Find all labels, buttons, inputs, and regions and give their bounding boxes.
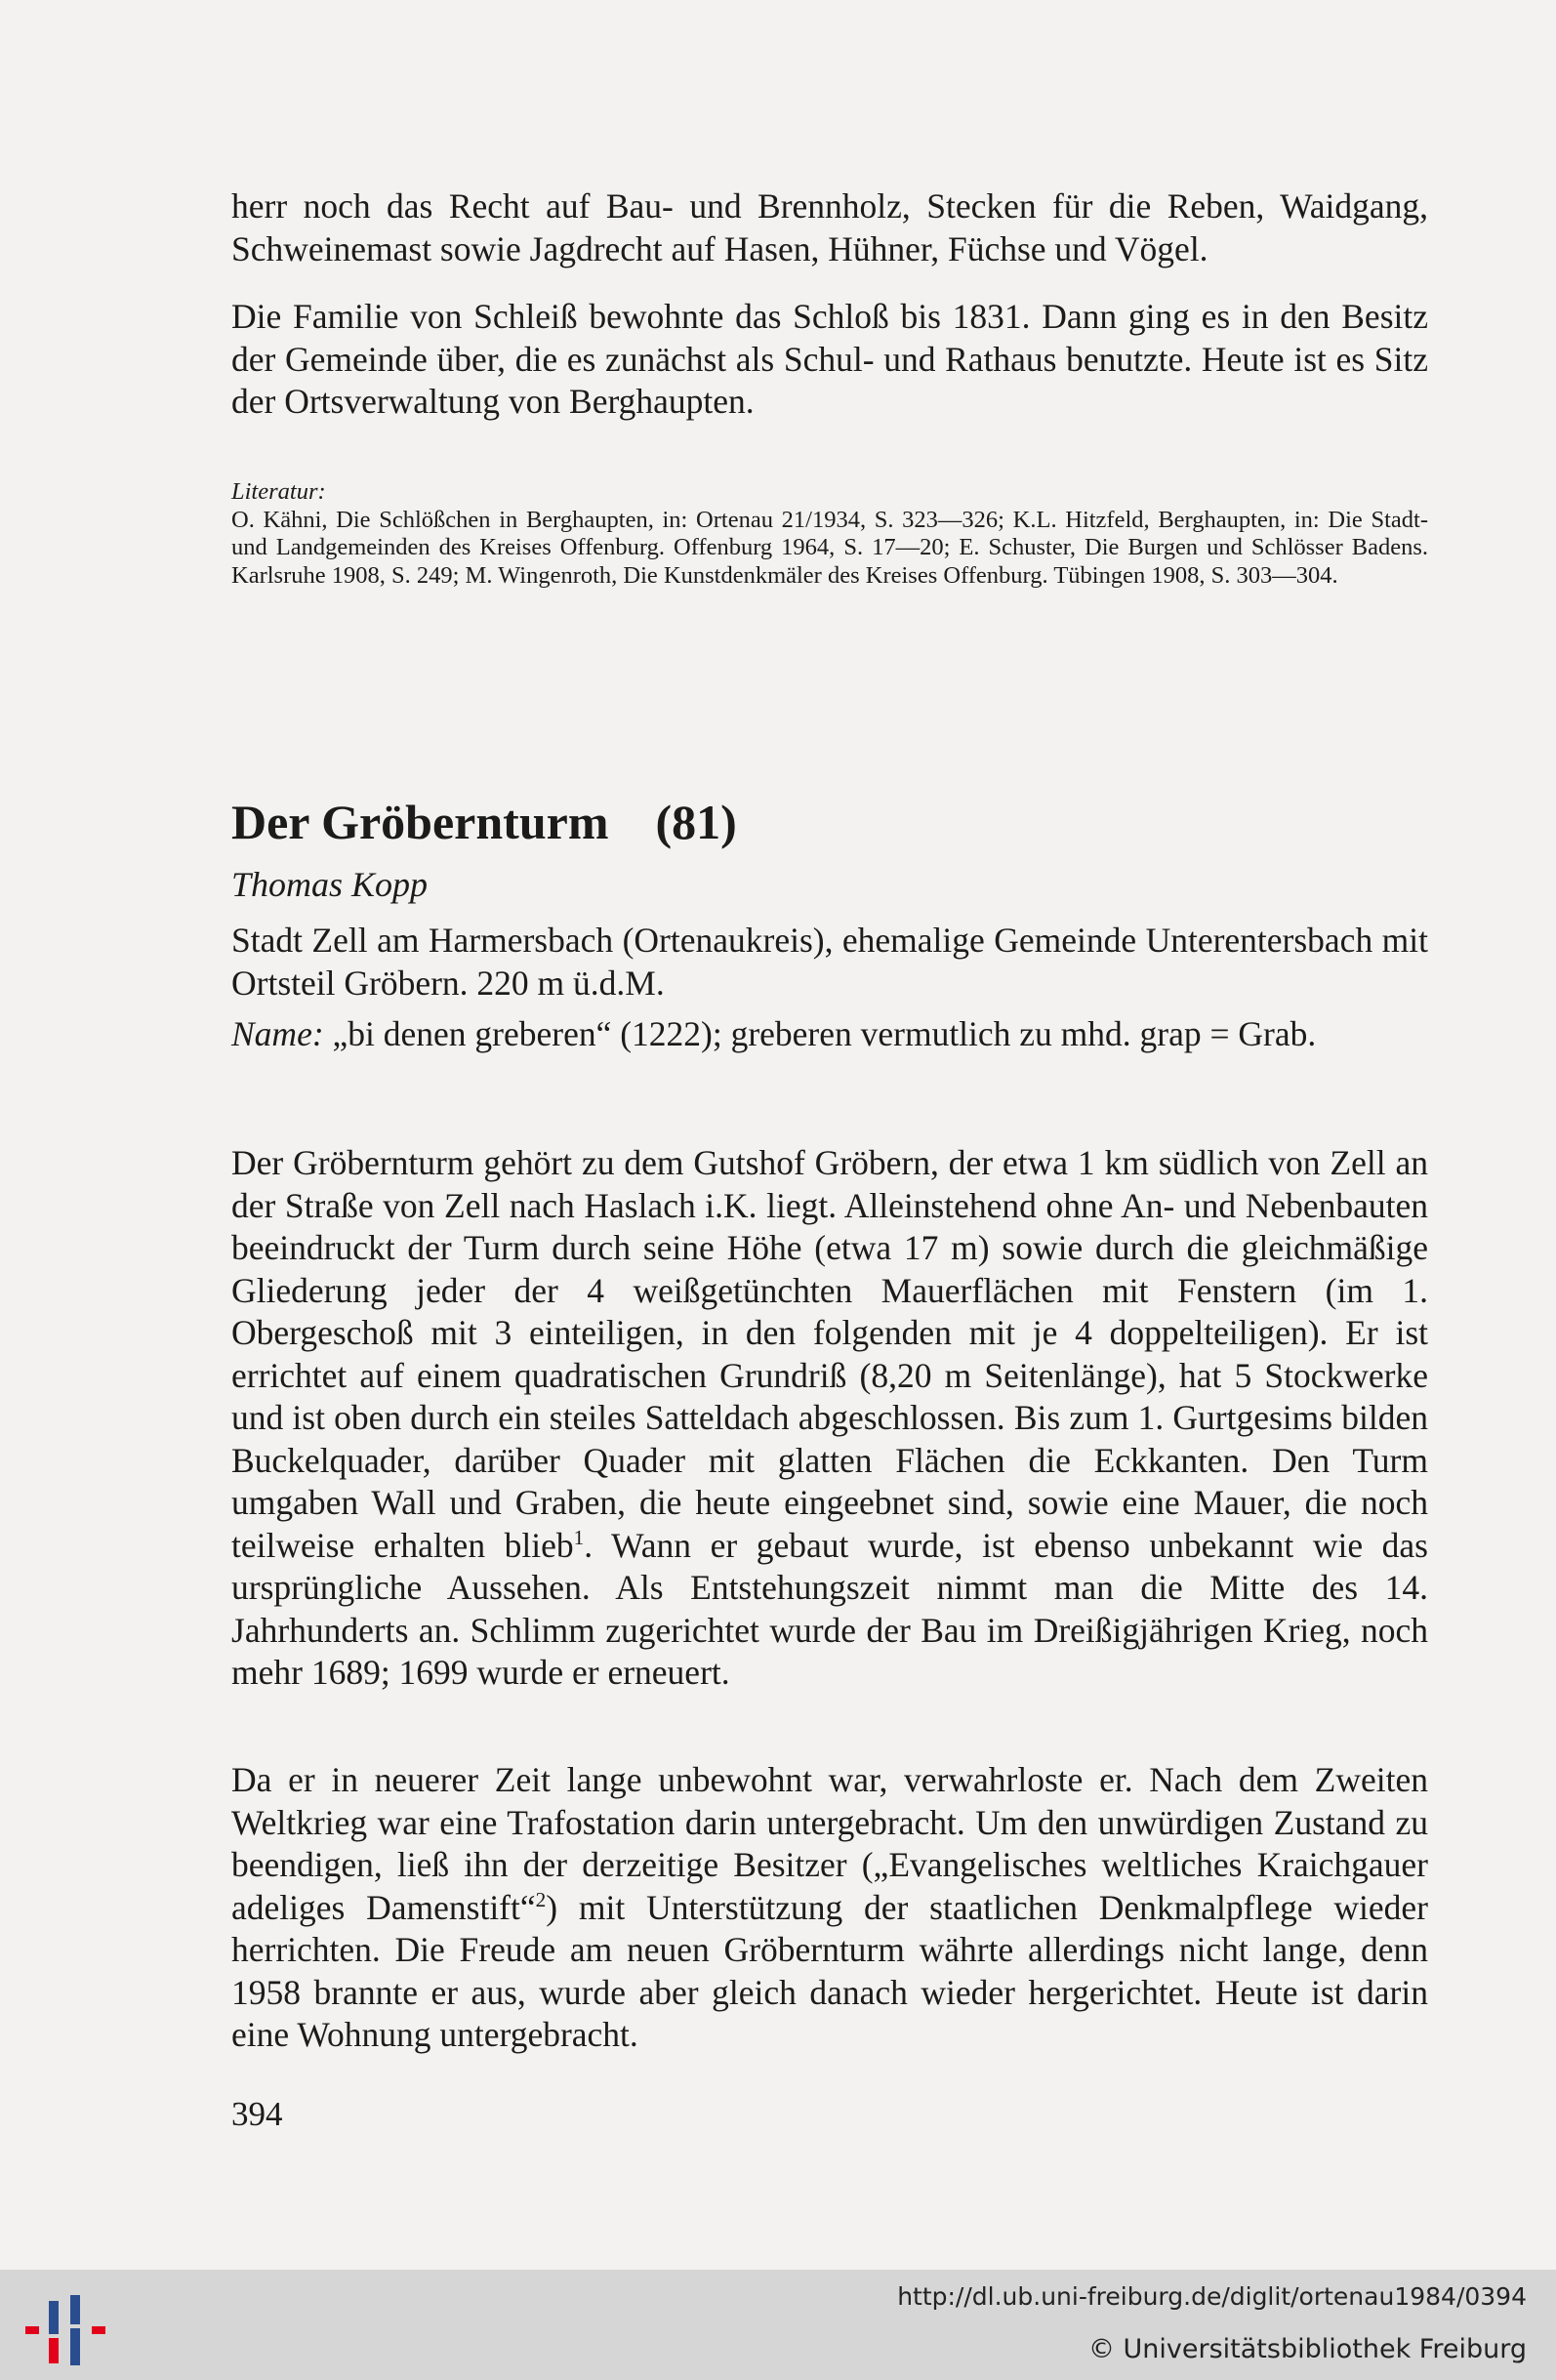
- location-paragraph: Stadt Zell am Harmersbach (Ortenaukreis), ehemalige Gemeinde Unterentersbach mit Ortsteil Gröbern. 220 m ü.d.M.: [231, 921, 1428, 1003]
- main-paragraph-2: [231, 1759, 1428, 2057]
- literature-text: O. Kähni, Die Schlößchen in Berghaupten, in: Ortenau 21/1934, S. 323—326; K.L. Hitzfeld, Berghaupten, in: Die Stadt- und Landgemeinden des Kreises Offenburg. Offenburg 1964, S. 17—20; E. Schuster, Die Burgen und Schlösser Badens. Karlsruhe 1908, S. 249; M. Wingenroth, Die Kunstdenkmäler des Kreises Offenburg. Tübingen 1908, S. 303—304.: [231, 506, 1428, 589]
- author: Thomas Kopp: [231, 865, 429, 904]
- main-paragraph-1: [231, 1142, 1428, 1695]
- literature-heading: Literatur:: [231, 478, 326, 505]
- literature-block: [231, 478, 1428, 590]
- footnote-ref-2: 2: [535, 1887, 547, 1911]
- section-title: [231, 793, 1428, 851]
- main-text-1a: Der Gröbernturm gehört zu dem Gutshof Gröbern, der etwa 1 km südlich von Zell an der Straße von Zell nach Haslach i.K. liegt. Alleinstehend ohne An- und Nebenbauten beeindruckt der Turm durch seine Höhe (etwa 17 m) sowie durch die gleichmäßige Gliederung jeder der 4 weißgetünchten Mauerflächen mit Fenstern (im 1. Obergeschoß mit 3 einteiligen, in den folgenden mit je 4 doppelteiligen). Er ist errichtet auf einem quadratischen Grundriß (8,20 m Seitenlänge), hat 5 Stockwerke und ist oben durch ein steiles Satteldach abgeschlossen. Bis zum 1. Gurtgesims bilden Buckelquader, darüber Quader mit glatten Flächen die Eckkanten. Den Turm umgaben Wall und Graben, die heute eingeebnet sind, sowie eine Mauer, die noch teilweise erhalten blieb: [231, 1143, 1428, 1565]
- main-text-2a: Da er in neuerer Zeit lange unbewohnt war, verwahrloste er. Nach dem Zweiten Weltkrieg war eine Trafostation darin untergebracht. Um den unwürdigen Zustand zu beendigen, ließ ihn der derzeitige Besitzer („Evangelisches weltliches Kraichgauer adeliges Damenstift“: [231, 1760, 1428, 1927]
- footer-bar: [0, 2270, 1556, 2380]
- paragraph-continued: herr noch das Recht auf Bau- und Brennholz, Stecken für die Reben, Waidgang, Schweinemast sowie Jagdrecht auf Hasen, Hühner, Füchse und Vögel.: [231, 186, 1428, 268]
- name-text: „bi denen greberen“ (1222); greberen vermutlich zu mhd. grap = Grab.: [323, 1014, 1317, 1053]
- ub-freiburg-logo-icon[interactable]: [21, 2291, 109, 2369]
- source-url-link[interactable]: http://dl.ub.uni-freiburg.de/diglit/ortenau1984/0394: [897, 2282, 1527, 2311]
- page-number: 394: [231, 2095, 283, 2133]
- name-label: Name:: [231, 1014, 324, 1053]
- main-text-1b: . Wann er gebaut wurde, ist ebenso unbekannt wie das ursprüngliche Aussehen. Als Entstehungszeit nimmt man die Mitte des 14. Jahrhunderts an. Schlimm zugerichtet wurde der Bau im Dreißigjährigen Krieg, noch mehr 1689; 1699 wurde er erneuert.: [231, 1525, 1428, 1692]
- copyright-notice: © Universitätsbibliothek Freiburg: [1087, 2334, 1527, 2364]
- section-title-text: Der Gröbernturm: [231, 795, 609, 849]
- section-number: (81): [655, 795, 737, 849]
- footnote-ref-1: 1: [573, 1525, 585, 1549]
- name-paragraph: [231, 1013, 1428, 1056]
- paragraph-family: Die Familie von Schleiß bewohnte das Schloß bis 1831. Dann ging es in den Besitz der Gemeinde über, die es zunächst als Schul- und Rathaus benutzte. Heute ist es Sitz der Ortsverwaltung von Berghaupten.: [231, 297, 1428, 421]
- main-text-2b: ) mit Unterstützung der staatlichen Denkmalpflege wieder herrichten. Die Freude am neuen Gröbernturm währte allerdings nicht lange, denn 1958 brannte er aus, wurde aber gleich danach wieder hergerichtet. Heute ist darin eine Wohnung untergebracht.: [231, 1887, 1428, 2054]
